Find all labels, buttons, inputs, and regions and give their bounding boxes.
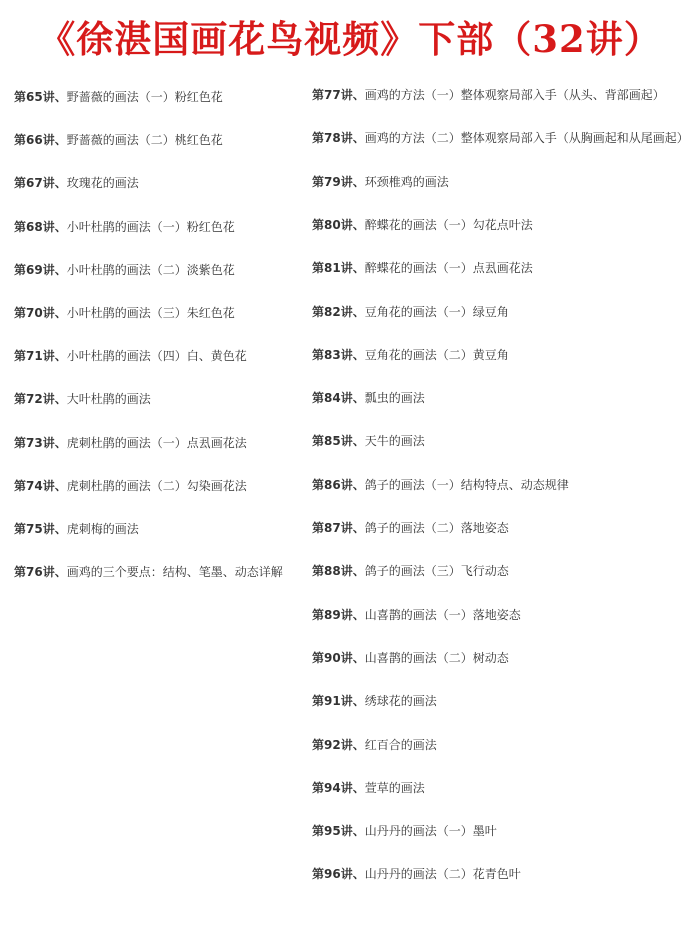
lecture-item	[312, 347, 509, 363]
lecture-number: 第85讲、	[312, 434, 365, 449]
lecture-item	[312, 130, 689, 146]
lecture-title: 瓢虫的画法	[364, 391, 425, 406]
lecture-item	[312, 433, 425, 449]
lecture-number: 第91讲、	[312, 694, 365, 709]
lecture-item	[312, 217, 533, 233]
lecture-title: 画鸡的三个要点：结构、笔墨、动态详解	[66, 565, 283, 580]
lecture-number: 第83讲、	[312, 347, 365, 362]
lecture-title: 小叶杜鹃的画法（二）淡紫色花	[66, 262, 235, 277]
lecture-item	[14, 478, 247, 494]
lecture-title: 豆角花的画法（一）绿豆角	[364, 304, 509, 319]
lecture-number: 第65讲、	[14, 90, 67, 104]
lecture-number: 第75讲、	[14, 522, 67, 536]
lecture-item	[312, 260, 533, 276]
lecture-number: 第96讲、	[312, 867, 365, 882]
lecture-item	[14, 564, 283, 580]
lecture-title: 虎刺杜鹃的画法（二）勾染画花法	[66, 478, 247, 493]
lecture-title: 野蔷薇的画法（一）粉红色花	[66, 90, 223, 104]
lecture-number: 第88讲、	[312, 564, 365, 579]
lecture-number: 第92讲、	[312, 737, 365, 752]
lecture-item	[312, 477, 569, 493]
lecture-number: 第80讲、	[312, 217, 365, 232]
lecture-title: 豆角花的画法（二）黄豆角	[364, 347, 509, 362]
lecture-title: 山丹丹的画法（一）墨叶	[364, 824, 497, 839]
lecture-number: 第95讲、	[312, 824, 365, 839]
lecture-item	[14, 348, 247, 364]
lecture-item	[312, 87, 665, 103]
lecture-item	[14, 262, 235, 278]
lecture-title: 画鸡的方法（二）整体观察局部入手（从胸画起和从尾画起）	[364, 131, 689, 146]
lecture-number: 第70讲、	[14, 306, 67, 320]
lecture-number: 第77讲、	[312, 88, 365, 102]
lecture-item	[312, 174, 449, 190]
lecture-title: 野蔷薇的画法（二）桃红色花	[66, 133, 223, 148]
lecture-title: 鸽子的画法（二）落地姿态	[364, 521, 509, 535]
lecture-title: 绣球花的画法	[364, 694, 437, 709]
lecture-item	[312, 650, 509, 666]
lecture-number: 第87讲、	[312, 521, 365, 535]
lecture-item	[14, 521, 139, 537]
lecture-item	[312, 866, 521, 882]
lecture-item	[312, 607, 521, 623]
lecture-title: 天牛的画法	[364, 434, 425, 449]
lecture-number: 第73讲、	[14, 435, 67, 450]
lecture-item	[14, 89, 223, 105]
lecture-number: 第82讲、	[312, 304, 365, 319]
lecture-item	[14, 132, 223, 148]
lecture-item	[312, 563, 509, 579]
lecture-title: 鸽子的画法（一）结构特点、动态规律	[364, 477, 569, 492]
lecture-number: 第69讲、	[14, 262, 67, 277]
lecture-title: 山丹丹的画法（二）花青色叶	[364, 867, 521, 882]
lecture-number: 第68讲、	[14, 219, 67, 234]
page-title: 《徐湛国画花鸟视频》下部（32讲）	[38, 17, 662, 61]
lecture-number: 第66讲、	[14, 133, 67, 148]
lecture-number: 第74讲、	[14, 478, 67, 493]
lecture-title: 醉蝶花的画法（一）点厾画花法	[364, 261, 533, 276]
lecture-title: 山喜鹊的画法（一）落地姿态	[364, 607, 521, 622]
lecture-number: 第78讲、	[312, 131, 365, 146]
lecture-item	[312, 780, 425, 796]
lecture-title: 鸽子的画法（三）飞行动态	[364, 564, 509, 579]
lecture-title: 醉蝶花的画法（一）勾花点叶法	[364, 217, 533, 232]
lecture-title: 小叶杜鹃的画法（一）粉红色花	[66, 219, 235, 234]
lecture-item	[312, 693, 437, 709]
lecture-number: 第89讲、	[312, 607, 365, 622]
lecture-title: 玫瑰花的画法	[66, 176, 139, 191]
lecture-item	[312, 823, 497, 839]
lecture-item	[14, 435, 247, 451]
lecture-title: 红百合的画法	[364, 737, 437, 752]
lecture-title: 虎刺梅的画法	[66, 522, 139, 536]
lecture-number: 第81讲、	[312, 261, 365, 276]
lecture-title: 小叶杜鹃的画法（四）白、黄色花	[66, 349, 247, 364]
lecture-title: 环颈椎鸡的画法	[364, 174, 449, 189]
lecture-number: 第72讲、	[14, 392, 67, 407]
lecture-title: 大叶杜鹃的画法	[66, 392, 151, 407]
lecture-item	[14, 391, 151, 407]
lecture-number: 第71讲、	[14, 349, 67, 364]
lecture-number: 第94讲、	[312, 780, 365, 795]
lecture-item	[312, 390, 425, 406]
lecture-number: 第86讲、	[312, 477, 365, 492]
lecture-number: 第84讲、	[312, 391, 365, 406]
lecture-item	[312, 520, 509, 536]
lecture-number: 第79讲、	[312, 174, 365, 189]
lecture-item	[14, 305, 235, 321]
lecture-title: 虎刺杜鹃的画法（一）点厾画花法	[66, 435, 247, 450]
lecture-item	[312, 737, 437, 753]
lecture-title: 小叶杜鹃的画法（三）朱红色花	[66, 306, 235, 320]
lecture-title: 山喜鹊的画法（二）树动态	[364, 650, 509, 665]
lecture-number: 第90讲、	[312, 650, 365, 665]
lecture-number: 第76讲、	[14, 565, 67, 580]
lecture-item	[14, 175, 139, 191]
lecture-number: 第67讲、	[14, 176, 67, 191]
lecture-title: 萱草的画法	[364, 780, 425, 795]
lecture-item	[312, 304, 509, 320]
lecture-item	[14, 219, 235, 235]
lecture-title: 画鸡的方法（一）整体观察局部入手（从头、背部画起）	[364, 88, 665, 102]
